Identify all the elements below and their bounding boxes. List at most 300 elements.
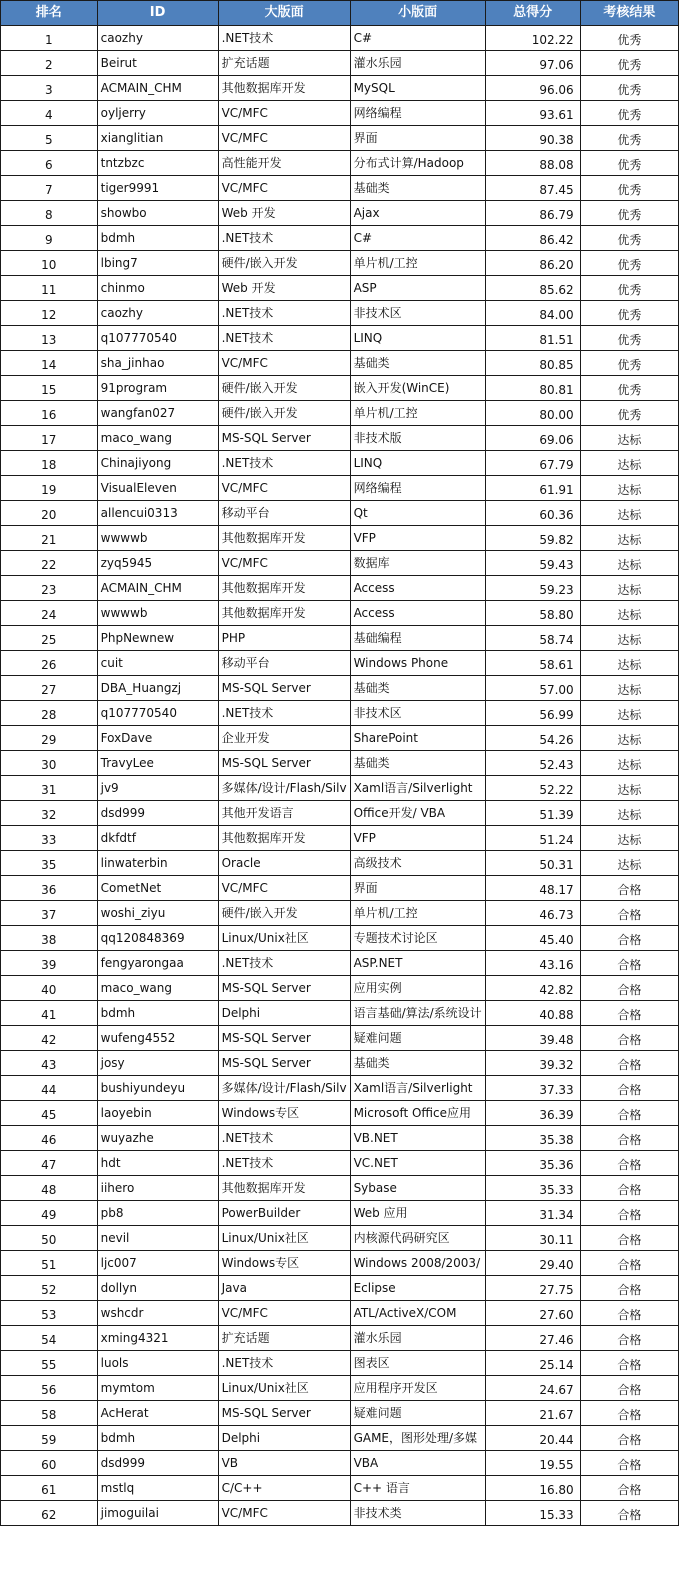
score-cell[interactable]: 27.46	[485, 1326, 580, 1351]
sub-board-cell[interactable]: 灌水乐园	[350, 51, 485, 76]
result-cell[interactable]: 合格	[580, 1376, 678, 1401]
score-cell[interactable]: 25.14	[485, 1351, 580, 1376]
rank-cell[interactable]: 8	[1, 201, 98, 226]
result-cell[interactable]: 达标	[580, 601, 678, 626]
main-board-cell[interactable]: 硬件/嵌入开发	[218, 376, 350, 401]
score-cell[interactable]: 102.22	[485, 26, 580, 51]
score-cell[interactable]: 21.67	[485, 1401, 580, 1426]
score-cell[interactable]: 86.79	[485, 201, 580, 226]
result-cell[interactable]: 优秀	[580, 401, 678, 426]
main-board-cell[interactable]: VC/MFC	[218, 1301, 350, 1326]
main-board-cell[interactable]: 其他开发语言	[218, 801, 350, 826]
result-cell[interactable]: 优秀	[580, 26, 678, 51]
result-cell[interactable]: 合格	[580, 876, 678, 901]
sub-board-cell[interactable]: Web 应用	[350, 1201, 485, 1226]
sub-board-cell[interactable]: ASP.NET	[350, 951, 485, 976]
id-cell[interactable]: wwwwb	[97, 526, 218, 551]
sub-board-cell[interactable]: Microsoft Office应用	[350, 1101, 485, 1126]
sub-board-cell[interactable]: VFP	[350, 826, 485, 851]
id-cell[interactable]: AcHerat	[97, 1401, 218, 1426]
sub-board-cell[interactable]: Windows Phone	[350, 651, 485, 676]
rank-cell[interactable]: 4	[1, 101, 98, 126]
main-board-cell[interactable]: Linux/Unix社区	[218, 1376, 350, 1401]
main-board-cell[interactable]: .NET技术	[218, 1151, 350, 1176]
result-cell[interactable]: 达标	[580, 701, 678, 726]
main-board-cell[interactable]: 其他数据库开发	[218, 576, 350, 601]
rank-cell[interactable]: 35	[1, 851, 98, 876]
id-cell[interactable]: PhpNewnew	[97, 626, 218, 651]
result-cell[interactable]: 合格	[580, 1501, 678, 1526]
main-board-cell[interactable]: Oracle	[218, 851, 350, 876]
header-id[interactable]: ID	[97, 1, 218, 26]
sub-board-cell[interactable]: 疑难问题	[350, 1026, 485, 1051]
main-board-cell[interactable]: Web 开发	[218, 276, 350, 301]
id-cell[interactable]: wufeng4552	[97, 1026, 218, 1051]
id-cell[interactable]: iihero	[97, 1176, 218, 1201]
result-cell[interactable]: 优秀	[580, 251, 678, 276]
result-cell[interactable]: 合格	[580, 1201, 678, 1226]
result-cell[interactable]: 合格	[580, 1226, 678, 1251]
result-cell[interactable]: 达标	[580, 626, 678, 651]
main-board-cell[interactable]: 硬件/嵌入开发	[218, 901, 350, 926]
rank-cell[interactable]: 45	[1, 1101, 98, 1126]
score-cell[interactable]: 88.08	[485, 151, 580, 176]
rank-cell[interactable]: 39	[1, 951, 98, 976]
sub-board-cell[interactable]: 基础类	[350, 1051, 485, 1076]
rank-cell[interactable]: 37	[1, 901, 98, 926]
rank-cell[interactable]: 29	[1, 726, 98, 751]
id-cell[interactable]: VisualEleven	[97, 476, 218, 501]
rank-cell[interactable]: 23	[1, 576, 98, 601]
id-cell[interactable]: oyljerry	[97, 101, 218, 126]
rank-cell[interactable]: 60	[1, 1451, 98, 1476]
score-cell[interactable]: 60.36	[485, 501, 580, 526]
result-cell[interactable]: 合格	[580, 1426, 678, 1451]
result-cell[interactable]: 优秀	[580, 151, 678, 176]
rank-cell[interactable]: 1	[1, 26, 98, 51]
sub-board-cell[interactable]: 单片机/工控	[350, 901, 485, 926]
main-board-cell[interactable]: 移动平台	[218, 501, 350, 526]
header-total-score[interactable]: 总得分	[485, 1, 580, 26]
score-cell[interactable]: 85.62	[485, 276, 580, 301]
sub-board-cell[interactable]: 非技术区	[350, 701, 485, 726]
main-board-cell[interactable]: VC/MFC	[218, 176, 350, 201]
sub-board-cell[interactable]: 基础编程	[350, 626, 485, 651]
result-cell[interactable]: 合格	[580, 1476, 678, 1501]
result-cell[interactable]: 优秀	[580, 326, 678, 351]
rank-cell[interactable]: 7	[1, 176, 98, 201]
main-board-cell[interactable]: 高性能开发	[218, 151, 350, 176]
rank-cell[interactable]: 22	[1, 551, 98, 576]
header-rank[interactable]: 排名	[1, 1, 98, 26]
id-cell[interactable]: caozhy	[97, 26, 218, 51]
score-cell[interactable]: 30.11	[485, 1226, 580, 1251]
rank-cell[interactable]: 38	[1, 926, 98, 951]
main-board-cell[interactable]: 移动平台	[218, 651, 350, 676]
main-board-cell[interactable]: .NET技术	[218, 451, 350, 476]
rank-cell[interactable]: 11	[1, 276, 98, 301]
rank-cell[interactable]: 43	[1, 1051, 98, 1076]
score-cell[interactable]: 37.33	[485, 1076, 580, 1101]
id-cell[interactable]: jv9	[97, 776, 218, 801]
main-board-cell[interactable]: VC/MFC	[218, 101, 350, 126]
id-cell[interactable]: ljc007	[97, 1251, 218, 1276]
sub-board-cell[interactable]: LINQ	[350, 326, 485, 351]
rank-cell[interactable]: 54	[1, 1326, 98, 1351]
score-cell[interactable]: 59.23	[485, 576, 580, 601]
sub-board-cell[interactable]: 疑难问题	[350, 1401, 485, 1426]
id-cell[interactable]: pb8	[97, 1201, 218, 1226]
result-cell[interactable]: 合格	[580, 1026, 678, 1051]
score-cell[interactable]: 45.40	[485, 926, 580, 951]
sub-board-cell[interactable]: ASP	[350, 276, 485, 301]
id-cell[interactable]: ACMAIN_CHM	[97, 76, 218, 101]
rank-cell[interactable]: 25	[1, 626, 98, 651]
rank-cell[interactable]: 47	[1, 1151, 98, 1176]
result-cell[interactable]: 优秀	[580, 226, 678, 251]
main-board-cell[interactable]: 其他数据库开发	[218, 826, 350, 851]
score-cell[interactable]: 87.45	[485, 176, 580, 201]
rank-cell[interactable]: 15	[1, 376, 98, 401]
rank-cell[interactable]: 48	[1, 1176, 98, 1201]
sub-board-cell[interactable]: 图表区	[350, 1351, 485, 1376]
rank-cell[interactable]: 52	[1, 1276, 98, 1301]
sub-board-cell[interactable]: Eclipse	[350, 1276, 485, 1301]
id-cell[interactable]: bdmh	[97, 1001, 218, 1026]
rank-cell[interactable]: 49	[1, 1201, 98, 1226]
main-board-cell[interactable]: .NET技术	[218, 951, 350, 976]
main-board-cell[interactable]: Delphi	[218, 1001, 350, 1026]
rank-cell[interactable]: 59	[1, 1426, 98, 1451]
result-cell[interactable]: 合格	[580, 1301, 678, 1326]
score-cell[interactable]: 80.81	[485, 376, 580, 401]
header-main-board[interactable]: 大版面	[218, 1, 350, 26]
score-cell[interactable]: 29.40	[485, 1251, 580, 1276]
result-cell[interactable]: 优秀	[580, 376, 678, 401]
rank-cell[interactable]: 5	[1, 126, 98, 151]
id-cell[interactable]: nevil	[97, 1226, 218, 1251]
result-cell[interactable]: 合格	[580, 976, 678, 1001]
id-cell[interactable]: q107770540	[97, 326, 218, 351]
score-cell[interactable]: 40.88	[485, 1001, 580, 1026]
rank-cell[interactable]: 28	[1, 701, 98, 726]
score-cell[interactable]: 80.00	[485, 401, 580, 426]
id-cell[interactable]: bdmh	[97, 226, 218, 251]
result-cell[interactable]: 优秀	[580, 201, 678, 226]
rank-cell[interactable]: 10	[1, 251, 98, 276]
sub-board-cell[interactable]: Qt	[350, 501, 485, 526]
id-cell[interactable]: dsd999	[97, 1451, 218, 1476]
result-cell[interactable]: 合格	[580, 1326, 678, 1351]
id-cell[interactable]: wshcdr	[97, 1301, 218, 1326]
result-cell[interactable]: 合格	[580, 1401, 678, 1426]
main-board-cell[interactable]: .NET技术	[218, 301, 350, 326]
sub-board-cell[interactable]: 高级技术	[350, 851, 485, 876]
score-cell[interactable]: 48.17	[485, 876, 580, 901]
sub-board-cell[interactable]: Xaml语言/Silverlight	[350, 776, 485, 801]
id-cell[interactable]: wuyazhe	[97, 1126, 218, 1151]
rank-cell[interactable]: 2	[1, 51, 98, 76]
main-board-cell[interactable]: 其他数据库开发	[218, 526, 350, 551]
main-board-cell[interactable]: 其他数据库开发	[218, 1176, 350, 1201]
main-board-cell[interactable]: MS-SQL Server	[218, 1026, 350, 1051]
sub-board-cell[interactable]: LINQ	[350, 451, 485, 476]
header-result[interactable]: 考核结果	[580, 1, 678, 26]
score-cell[interactable]: 31.34	[485, 1201, 580, 1226]
sub-board-cell[interactable]: 应用实例	[350, 976, 485, 1001]
sub-board-cell[interactable]: 界面	[350, 876, 485, 901]
result-cell[interactable]: 达标	[580, 726, 678, 751]
id-cell[interactable]: maco_wang	[97, 426, 218, 451]
score-cell[interactable]: 39.48	[485, 1026, 580, 1051]
score-cell[interactable]: 35.33	[485, 1176, 580, 1201]
result-cell[interactable]: 达标	[580, 751, 678, 776]
rank-cell[interactable]: 19	[1, 476, 98, 501]
rank-cell[interactable]: 40	[1, 976, 98, 1001]
header-sub-board[interactable]: 小版面	[350, 1, 485, 26]
score-cell[interactable]: 59.82	[485, 526, 580, 551]
main-board-cell[interactable]: VC/MFC	[218, 476, 350, 501]
rank-cell[interactable]: 62	[1, 1501, 98, 1526]
sub-board-cell[interactable]: 语言基础/算法/系统设计	[350, 1001, 485, 1026]
sub-board-cell[interactable]: 非技术区	[350, 301, 485, 326]
rank-cell[interactable]: 55	[1, 1351, 98, 1376]
result-cell[interactable]: 达标	[580, 551, 678, 576]
score-cell[interactable]: 58.80	[485, 601, 580, 626]
result-cell[interactable]: 合格	[580, 1351, 678, 1376]
main-board-cell[interactable]: Web 开发	[218, 201, 350, 226]
rank-cell[interactable]: 36	[1, 876, 98, 901]
id-cell[interactable]: bdmh	[97, 1426, 218, 1451]
main-board-cell[interactable]: 多媒体/设计/Flash/Silv	[218, 1076, 350, 1101]
result-cell[interactable]: 合格	[580, 1451, 678, 1476]
score-cell[interactable]: 54.26	[485, 726, 580, 751]
id-cell[interactable]: hdt	[97, 1151, 218, 1176]
id-cell[interactable]: cuit	[97, 651, 218, 676]
result-cell[interactable]: 达标	[580, 476, 678, 501]
score-cell[interactable]: 97.06	[485, 51, 580, 76]
sub-board-cell[interactable]: Office开发/ VBA	[350, 801, 485, 826]
rank-cell[interactable]: 33	[1, 826, 98, 851]
id-cell[interactable]: CometNet	[97, 876, 218, 901]
main-board-cell[interactable]: Java	[218, 1276, 350, 1301]
sub-board-cell[interactable]: 非技术类	[350, 1501, 485, 1526]
result-cell[interactable]: 合格	[580, 1126, 678, 1151]
main-board-cell[interactable]: 硬件/嵌入开发	[218, 251, 350, 276]
main-board-cell[interactable]: MS-SQL Server	[218, 751, 350, 776]
rank-cell[interactable]: 3	[1, 76, 98, 101]
sub-board-cell[interactable]: C#	[350, 26, 485, 51]
result-cell[interactable]: 达标	[580, 451, 678, 476]
main-board-cell[interactable]: MS-SQL Server	[218, 676, 350, 701]
id-cell[interactable]: DBA_Huangzj	[97, 676, 218, 701]
rank-cell[interactable]: 20	[1, 501, 98, 526]
id-cell[interactable]: woshi_ziyu	[97, 901, 218, 926]
sub-board-cell[interactable]: SharePoint	[350, 726, 485, 751]
id-cell[interactable]: mymtom	[97, 1376, 218, 1401]
id-cell[interactable]: josy	[97, 1051, 218, 1076]
result-cell[interactable]: 优秀	[580, 176, 678, 201]
rank-cell[interactable]: 46	[1, 1126, 98, 1151]
sub-board-cell[interactable]: 基础类	[350, 676, 485, 701]
main-board-cell[interactable]: 企业开发	[218, 726, 350, 751]
score-cell[interactable]: 67.79	[485, 451, 580, 476]
result-cell[interactable]: 达标	[580, 651, 678, 676]
main-board-cell[interactable]: VC/MFC	[218, 126, 350, 151]
rank-cell[interactable]: 9	[1, 226, 98, 251]
id-cell[interactable]: q107770540	[97, 701, 218, 726]
id-cell[interactable]: TravyLee	[97, 751, 218, 776]
id-cell[interactable]: sha_jinhao	[97, 351, 218, 376]
main-board-cell[interactable]: 其他数据库开发	[218, 76, 350, 101]
score-cell[interactable]: 90.38	[485, 126, 580, 151]
score-cell[interactable]: 52.22	[485, 776, 580, 801]
rank-cell[interactable]: 42	[1, 1026, 98, 1051]
result-cell[interactable]: 优秀	[580, 301, 678, 326]
rank-cell[interactable]: 61	[1, 1476, 98, 1501]
result-cell[interactable]: 优秀	[580, 276, 678, 301]
score-cell[interactable]: 20.44	[485, 1426, 580, 1451]
id-cell[interactable]: qq120848369	[97, 926, 218, 951]
id-cell[interactable]: tiger9991	[97, 176, 218, 201]
result-cell[interactable]: 合格	[580, 1076, 678, 1101]
id-cell[interactable]: maco_wang	[97, 976, 218, 1001]
result-cell[interactable]: 达标	[580, 576, 678, 601]
main-board-cell[interactable]: PHP	[218, 626, 350, 651]
score-cell[interactable]: 19.55	[485, 1451, 580, 1476]
rank-cell[interactable]: 6	[1, 151, 98, 176]
score-cell[interactable]: 86.20	[485, 251, 580, 276]
result-cell[interactable]: 优秀	[580, 51, 678, 76]
score-cell[interactable]: 15.33	[485, 1501, 580, 1526]
main-board-cell[interactable]: .NET技术	[218, 326, 350, 351]
result-cell[interactable]: 合格	[580, 1251, 678, 1276]
sub-board-cell[interactable]: 应用程序开发区	[350, 1376, 485, 1401]
sub-board-cell[interactable]: 灌水乐园	[350, 1326, 485, 1351]
score-cell[interactable]: 57.00	[485, 676, 580, 701]
main-board-cell[interactable]: VC/MFC	[218, 351, 350, 376]
main-board-cell[interactable]: .NET技术	[218, 226, 350, 251]
sub-board-cell[interactable]: MySQL	[350, 76, 485, 101]
sub-board-cell[interactable]: Sybase	[350, 1176, 485, 1201]
sub-board-cell[interactable]: 嵌入开发(WinCE)	[350, 376, 485, 401]
result-cell[interactable]: 优秀	[580, 101, 678, 126]
result-cell[interactable]: 达标	[580, 776, 678, 801]
main-board-cell[interactable]: VC/MFC	[218, 551, 350, 576]
rank-cell[interactable]: 12	[1, 301, 98, 326]
sub-board-cell[interactable]: 界面	[350, 126, 485, 151]
score-cell[interactable]: 80.85	[485, 351, 580, 376]
score-cell[interactable]: 81.51	[485, 326, 580, 351]
score-cell[interactable]: 24.67	[485, 1376, 580, 1401]
result-cell[interactable]: 合格	[580, 901, 678, 926]
main-board-cell[interactable]: 多媒体/设计/Flash/Silv	[218, 776, 350, 801]
score-cell[interactable]: 27.60	[485, 1301, 580, 1326]
id-cell[interactable]: FoxDave	[97, 726, 218, 751]
rank-cell[interactable]: 50	[1, 1226, 98, 1251]
result-cell[interactable]: 优秀	[580, 351, 678, 376]
rank-cell[interactable]: 21	[1, 526, 98, 551]
id-cell[interactable]: zyq5945	[97, 551, 218, 576]
main-board-cell[interactable]: .NET技术	[218, 26, 350, 51]
result-cell[interactable]: 合格	[580, 951, 678, 976]
result-cell[interactable]: 合格	[580, 1151, 678, 1176]
sub-board-cell[interactable]: VBA	[350, 1451, 485, 1476]
result-cell[interactable]: 达标	[580, 826, 678, 851]
id-cell[interactable]: linwaterbin	[97, 851, 218, 876]
result-cell[interactable]: 优秀	[580, 76, 678, 101]
score-cell[interactable]: 51.24	[485, 826, 580, 851]
main-board-cell[interactable]: 硬件/嵌入开发	[218, 401, 350, 426]
main-board-cell[interactable]: C/C++	[218, 1476, 350, 1501]
id-cell[interactable]: wangfan027	[97, 401, 218, 426]
id-cell[interactable]: allencui0313	[97, 501, 218, 526]
result-cell[interactable]: 达标	[580, 501, 678, 526]
rank-cell[interactable]: 58	[1, 1401, 98, 1426]
sub-board-cell[interactable]: C#	[350, 226, 485, 251]
score-cell[interactable]: 39.32	[485, 1051, 580, 1076]
result-cell[interactable]: 达标	[580, 851, 678, 876]
id-cell[interactable]: mstlq	[97, 1476, 218, 1501]
rank-cell[interactable]: 26	[1, 651, 98, 676]
id-cell[interactable]: caozhy	[97, 301, 218, 326]
rank-cell[interactable]: 51	[1, 1251, 98, 1276]
score-cell[interactable]: 51.39	[485, 801, 580, 826]
sub-board-cell[interactable]: 分布式计算/Hadoop	[350, 151, 485, 176]
score-cell[interactable]: 46.73	[485, 901, 580, 926]
result-cell[interactable]: 合格	[580, 1176, 678, 1201]
result-cell[interactable]: 达标	[580, 676, 678, 701]
main-board-cell[interactable]: .NET技术	[218, 1351, 350, 1376]
score-cell[interactable]: 42.82	[485, 976, 580, 1001]
main-board-cell[interactable]: Linux/Unix社区	[218, 926, 350, 951]
sub-board-cell[interactable]: Xaml语言/Silverlight	[350, 1076, 485, 1101]
rank-cell[interactable]: 24	[1, 601, 98, 626]
main-board-cell[interactable]: MS-SQL Server	[218, 1051, 350, 1076]
score-cell[interactable]: 58.61	[485, 651, 580, 676]
main-board-cell[interactable]: Delphi	[218, 1426, 350, 1451]
sub-board-cell[interactable]: VB.NET	[350, 1126, 485, 1151]
main-board-cell[interactable]: Windows专区	[218, 1251, 350, 1276]
result-cell[interactable]: 合格	[580, 1276, 678, 1301]
score-cell[interactable]: 93.61	[485, 101, 580, 126]
id-cell[interactable]: dsd999	[97, 801, 218, 826]
score-cell[interactable]: 16.80	[485, 1476, 580, 1501]
score-cell[interactable]: 35.38	[485, 1126, 580, 1151]
score-cell[interactable]: 96.06	[485, 76, 580, 101]
rank-cell[interactable]: 18	[1, 451, 98, 476]
id-cell[interactable]: Chinajiyong	[97, 451, 218, 476]
main-board-cell[interactable]: VC/MFC	[218, 876, 350, 901]
sub-board-cell[interactable]: 网络编程	[350, 476, 485, 501]
id-cell[interactable]: tntzbzc	[97, 151, 218, 176]
result-cell[interactable]: 达标	[580, 526, 678, 551]
id-cell[interactable]: luols	[97, 1351, 218, 1376]
rank-cell[interactable]: 56	[1, 1376, 98, 1401]
main-board-cell[interactable]: MS-SQL Server	[218, 976, 350, 1001]
result-cell[interactable]: 合格	[580, 926, 678, 951]
rank-cell[interactable]: 53	[1, 1301, 98, 1326]
main-board-cell[interactable]: VC/MFC	[218, 1501, 350, 1526]
sub-board-cell[interactable]: GAME，图形处理/多媒	[350, 1426, 485, 1451]
rank-cell[interactable]: 17	[1, 426, 98, 451]
rank-cell[interactable]: 41	[1, 1001, 98, 1026]
main-board-cell[interactable]: MS-SQL Server	[218, 1401, 350, 1426]
score-cell[interactable]: 58.74	[485, 626, 580, 651]
id-cell[interactable]: dollyn	[97, 1276, 218, 1301]
sub-board-cell[interactable]: 专题技术讨论区	[350, 926, 485, 951]
sub-board-cell[interactable]: 非技术版	[350, 426, 485, 451]
